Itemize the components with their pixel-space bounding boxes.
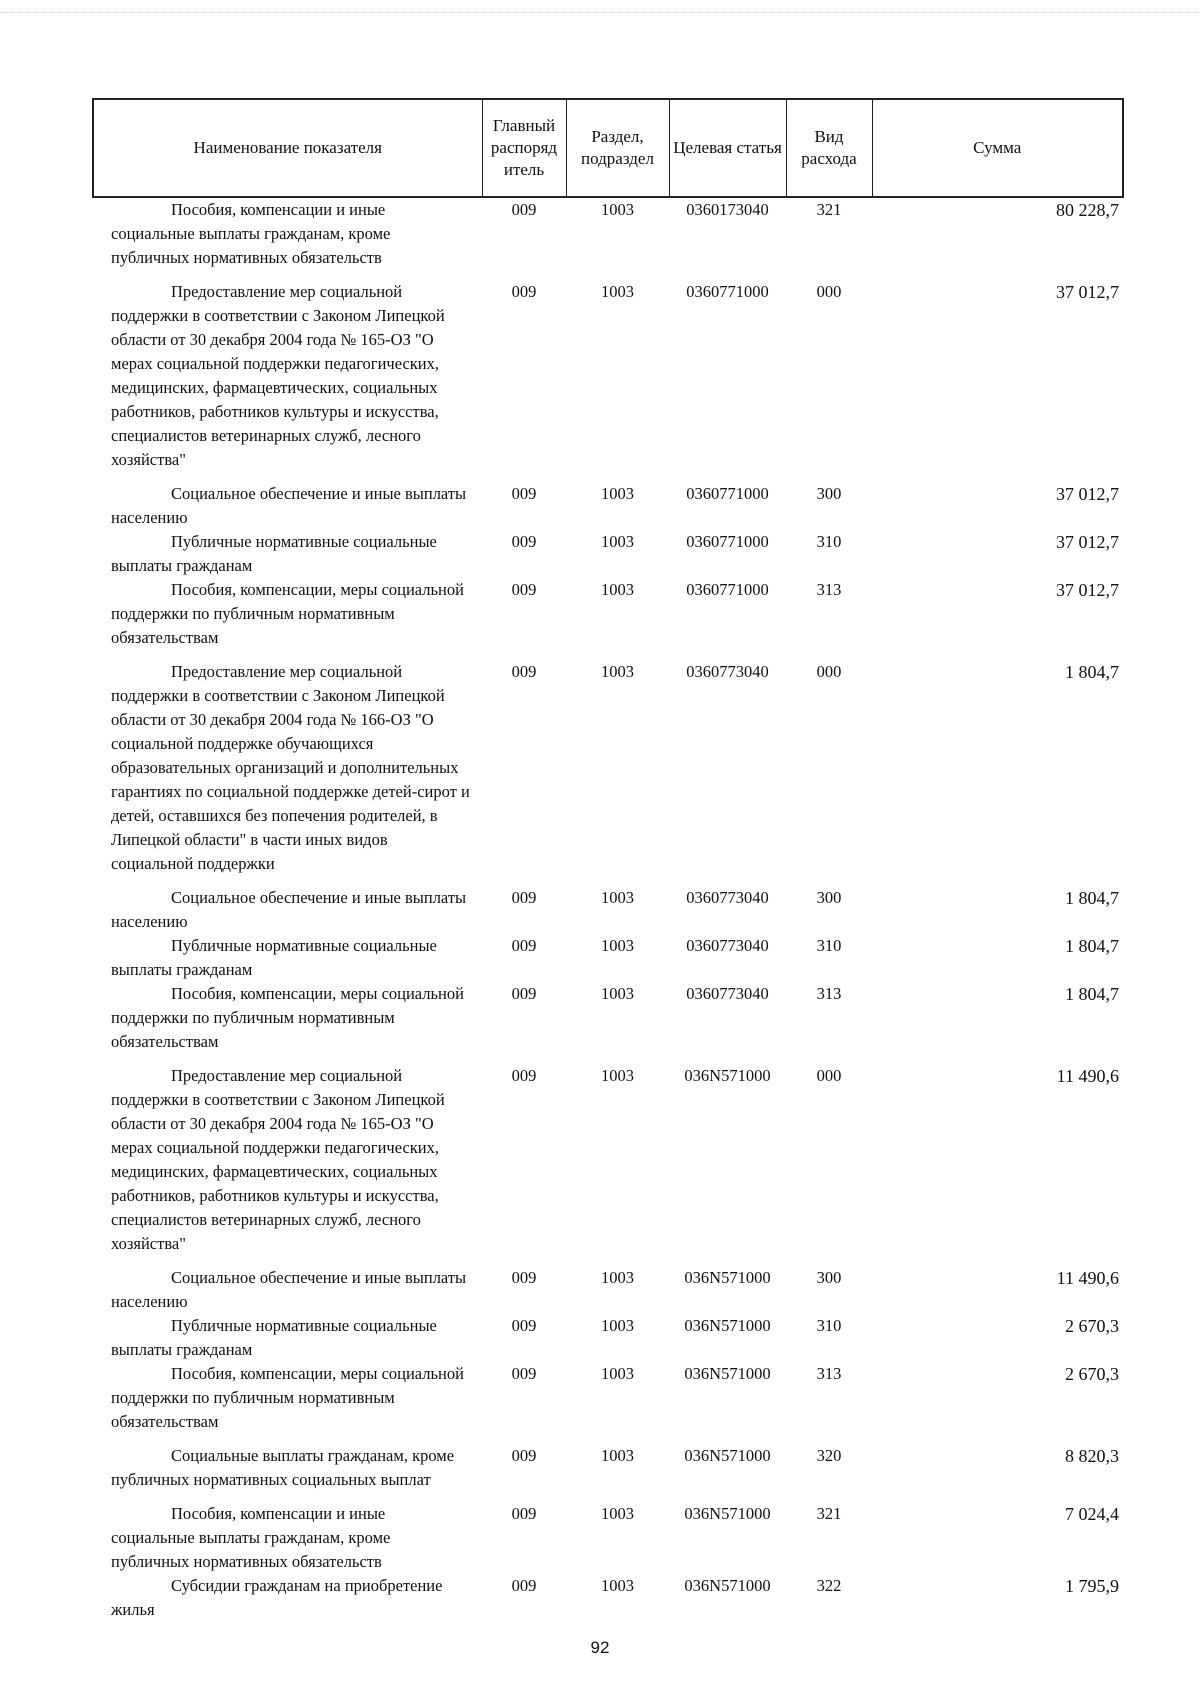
row-name-text: Предоставление мер социальной поддержки в соответствии с Законом Липецкой области от 30 декабря 2004 года № 165-ОЗ "О мерах социальной поддержки педагогических, медицинских, фармацевтических, социальных работников, работников культуры и искусства, специалистов ветеринарных служб, лесного хозяйства" — [111, 282, 445, 469]
row-target: 0360771000 — [686, 282, 769, 301]
table-row — [93, 1256, 1123, 1314]
row-name-text: Публичные нормативные социальные выплаты гражданам — [111, 936, 437, 979]
row-section: 1003 — [601, 984, 634, 1003]
row-type: 310 — [816, 1316, 842, 1335]
row-name-text: Субсидии гражданам на приобретение жилья — [111, 1576, 443, 1619]
table-row — [93, 1362, 1123, 1434]
row-section: 1003 — [601, 1316, 634, 1335]
row-sum: 8 820,3 — [1065, 1446, 1119, 1466]
page-number: 92 — [590, 1638, 610, 1657]
row-manager: 009 — [511, 1268, 537, 1287]
row-section: 1003 — [601, 936, 634, 955]
table-row — [93, 934, 1123, 982]
row-sum: 1 804,7 — [1065, 888, 1119, 908]
table-row — [93, 982, 1123, 1054]
row-type: 313 — [816, 1364, 842, 1383]
row-sum: 7 024,4 — [1065, 1504, 1119, 1524]
row-target: 036N571000 — [684, 1268, 771, 1287]
row-section: 1003 — [601, 580, 634, 599]
row-type: 000 — [816, 1066, 842, 1085]
row-name-text: Пособия, компенсации и иные социальные выплаты гражданам, кроме публичных нормативных обязательств — [111, 200, 391, 267]
row-manager: 009 — [511, 1316, 537, 1335]
row-name — [93, 1362, 482, 1434]
header-section: Раздел, подраздел — [566, 99, 669, 197]
row-target: 0360773040 — [686, 888, 769, 907]
row-name — [93, 982, 482, 1054]
row-target: 0360773040 — [686, 662, 769, 681]
row-type: 310 — [816, 936, 842, 955]
row-name-text: Социальное обеспечение и иные выплаты населению — [111, 888, 467, 931]
row-name-text: Пособия, компенсации, меры социальной поддержки по публичным нормативным обязательствам — [111, 1364, 464, 1431]
row-target: 0360771000 — [686, 580, 769, 599]
row-name-text: Социальные выплаты гражданам, кроме публичных нормативных социальных выплат — [111, 1446, 455, 1489]
row-section: 1003 — [601, 1504, 634, 1523]
row-type: 000 — [816, 662, 842, 681]
row-type: 321 — [816, 200, 842, 219]
row-sum: 2 670,3 — [1065, 1316, 1119, 1336]
row-target: 0360773040 — [686, 936, 769, 955]
table-row — [93, 270, 1123, 472]
row-type: 300 — [816, 484, 842, 503]
row-manager: 009 — [511, 1066, 537, 1085]
row-sum: 37 012,7 — [1056, 532, 1119, 552]
row-type: 313 — [816, 984, 842, 1003]
row-sum: 11 490,6 — [1056, 1066, 1119, 1086]
table-body — [93, 197, 1123, 1622]
table-row — [93, 578, 1123, 650]
header-name: Наименование показателя — [93, 99, 482, 197]
table-row — [93, 472, 1123, 530]
row-manager: 009 — [511, 888, 537, 907]
table-row — [93, 530, 1123, 578]
row-target: 0360173040 — [686, 200, 769, 219]
row-section: 1003 — [601, 282, 634, 301]
row-name — [93, 197, 482, 270]
row-type: 320 — [816, 1446, 842, 1465]
row-name-text: Пособия, компенсации, меры социальной поддержки по публичным нормативным обязательствам — [111, 984, 464, 1051]
table-row — [93, 876, 1123, 934]
table-row — [93, 1314, 1123, 1362]
budget-table-page — [92, 98, 1122, 1622]
row-name — [93, 270, 482, 472]
row-name — [93, 1434, 482, 1492]
row-sum: 37 012,7 — [1056, 484, 1119, 504]
row-target: 0360771000 — [686, 532, 769, 551]
header-sum: Сумма — [872, 99, 1123, 197]
row-target: 036N571000 — [684, 1364, 771, 1383]
row-name-text: Социальное обеспечение и иные выплаты населению — [111, 484, 467, 527]
row-target: 036N571000 — [684, 1504, 771, 1523]
row-manager: 009 — [511, 936, 537, 955]
row-manager: 009 — [511, 1446, 537, 1465]
row-sum: 37 012,7 — [1056, 580, 1119, 600]
budget-table — [92, 98, 1124, 1622]
row-section: 1003 — [601, 888, 634, 907]
row-name — [93, 1574, 482, 1622]
row-section: 1003 — [601, 532, 634, 551]
row-section: 1003 — [601, 1576, 634, 1595]
row-section: 1003 — [601, 1364, 634, 1383]
row-manager: 009 — [511, 484, 537, 503]
row-name-text: Предоставление мер социальной поддержки в соответствии с Законом Липецкой области от 30 декабря 2004 года № 166-ОЗ "О социальной поддержке обучающихся образовательных организаций и дополнительных гарантиях по социальной поддержке детей-сирот и детей, оставшихся без попечения родителей, в Липецкой области" в части иных видов социальной поддержки — [111, 662, 470, 873]
row-name — [93, 1256, 482, 1314]
row-name — [93, 876, 482, 934]
row-manager: 009 — [511, 662, 537, 681]
row-sum: 11 490,6 — [1056, 1268, 1119, 1288]
table-row — [93, 1434, 1123, 1492]
row-manager: 009 — [511, 1364, 537, 1383]
row-name-text: Предоставление мер социальной поддержки в соответствии с Законом Липецкой области от 30 декабря 2004 года № 165-ОЗ "О мерах социальной поддержки педагогических, медицинских, фармацевтических, социальных работников, работников культуры и искусства, специалистов ветеринарных служб, лесного хозяйства" — [111, 1066, 445, 1253]
scan-top-edge — [0, 12, 1200, 13]
row-name — [93, 934, 482, 982]
row-type: 322 — [816, 1576, 842, 1595]
row-section: 1003 — [601, 662, 634, 681]
row-section: 1003 — [601, 200, 634, 219]
row-sum: 1 804,7 — [1065, 662, 1119, 682]
row-section: 1003 — [601, 1066, 634, 1085]
row-target: 0360771000 — [686, 484, 769, 503]
row-manager: 009 — [511, 1576, 537, 1595]
row-name-text: Пособия, компенсации, меры социальной поддержки по публичным нормативным обязательствам — [111, 580, 464, 647]
row-name-text: Пособия, компенсации и иные социальные выплаты гражданам, кроме публичных нормативных обязательств — [111, 1504, 391, 1571]
row-name — [93, 1492, 482, 1574]
row-manager: 009 — [511, 282, 537, 301]
row-name — [93, 650, 482, 876]
table-header — [93, 99, 1123, 197]
table-row — [93, 1492, 1123, 1574]
row-sum: 1 795,9 — [1065, 1576, 1119, 1596]
header-target: Целевая статья — [669, 99, 786, 197]
table-row — [93, 197, 1123, 270]
row-target: 036N571000 — [684, 1316, 771, 1335]
row-section: 1003 — [601, 484, 634, 503]
row-section: 1003 — [601, 1268, 634, 1287]
row-manager: 009 — [511, 200, 537, 219]
row-type: 310 — [816, 532, 842, 551]
row-section: 1003 — [601, 1446, 634, 1465]
row-target: 0360773040 — [686, 984, 769, 1003]
row-manager: 009 — [511, 580, 537, 599]
header-manager: Главный распоряд итель — [482, 99, 566, 197]
row-type: 300 — [816, 888, 842, 907]
row-target: 036N571000 — [684, 1066, 771, 1085]
table-row — [93, 1054, 1123, 1256]
row-name — [93, 472, 482, 530]
row-name-text: Социальное обеспечение и иные выплаты населению — [111, 1268, 467, 1311]
row-sum: 37 012,7 — [1056, 282, 1119, 302]
row-target: 036N571000 — [684, 1446, 771, 1465]
row-name — [93, 1054, 482, 1256]
row-type: 000 — [816, 282, 842, 301]
row-sum: 1 804,7 — [1065, 936, 1119, 956]
row-manager: 009 — [511, 532, 537, 551]
row-name — [93, 1314, 482, 1362]
row-name — [93, 530, 482, 578]
row-manager: 009 — [511, 984, 537, 1003]
row-name-text: Публичные нормативные социальные выплаты гражданам — [111, 1316, 437, 1359]
row-name-text: Публичные нормативные социальные выплаты гражданам — [111, 532, 437, 575]
table-row — [93, 1574, 1123, 1622]
row-name — [93, 578, 482, 650]
row-sum: 80 228,7 — [1056, 200, 1119, 220]
header-type: Вид расхода — [786, 99, 872, 197]
row-type: 321 — [816, 1504, 842, 1523]
row-type: 300 — [816, 1268, 842, 1287]
row-sum: 1 804,7 — [1065, 984, 1119, 1004]
table-row — [93, 650, 1123, 876]
row-type: 313 — [816, 580, 842, 599]
row-target: 036N571000 — [684, 1576, 771, 1595]
row-manager: 009 — [511, 1504, 537, 1523]
row-sum: 2 670,3 — [1065, 1364, 1119, 1384]
